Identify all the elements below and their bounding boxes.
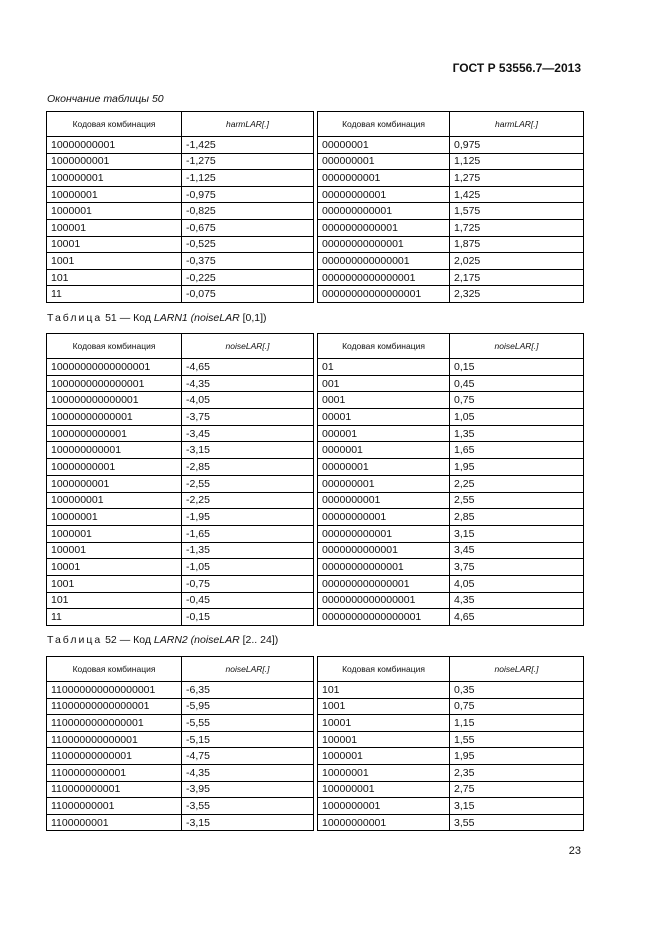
table-row <box>47 442 584 459</box>
value-cell: 3,75 <box>450 559 584 576</box>
value-cell: -4,35 <box>182 764 314 781</box>
col-header-code: Кодовая комбинация <box>318 112 450 137</box>
code-cell: 11000000001 <box>47 798 182 815</box>
caption-code: LARN2 <box>153 634 188 646</box>
page-number: 23 <box>568 845 581 857</box>
code-cell: 1100000001 <box>47 814 182 831</box>
code-cell: 101 <box>318 682 450 699</box>
code-cell: 10000000001 <box>47 137 182 154</box>
value-cell: -3,45 <box>182 425 314 442</box>
code-cell: 1001 <box>47 253 182 270</box>
table-row <box>47 592 584 609</box>
value-cell: -1,275 <box>182 153 314 170</box>
value-cell: -1,35 <box>182 542 314 559</box>
value-cell: 2,175 <box>450 269 584 286</box>
code-cell: 100001 <box>318 731 450 748</box>
value-cell: -3,55 <box>182 798 314 815</box>
table-row <box>47 253 584 270</box>
code-cell: 00000000000001 <box>318 559 450 576</box>
value-cell: -1,125 <box>182 170 314 187</box>
value-cell: 1,65 <box>450 442 584 459</box>
table-51 <box>46 333 584 626</box>
code-cell: 11000000000001 <box>47 748 182 765</box>
caption-number: 51 — Код <box>105 312 151 324</box>
value-cell: -4,65 <box>182 359 314 376</box>
code-cell: 0000001 <box>318 442 450 459</box>
code-cell: 101 <box>47 592 182 609</box>
code-cell: 1000000001 <box>47 153 182 170</box>
code-cell: 1000001 <box>47 203 182 220</box>
value-cell: -1,65 <box>182 525 314 542</box>
code-cell: 10000001 <box>47 509 182 526</box>
value-cell: 1,725 <box>450 219 584 236</box>
table-row <box>47 137 584 154</box>
table50-caption <box>47 93 164 105</box>
value-cell: -0,15 <box>182 609 314 626</box>
col-header-value: harmLAR[.] <box>182 112 314 137</box>
value-cell: 1,275 <box>450 170 584 187</box>
code-cell: 00000000000000001 <box>318 609 450 626</box>
value-cell: 0,75 <box>450 698 584 715</box>
caption-label: Таблица <box>47 312 103 324</box>
value-cell: 0,35 <box>450 682 584 699</box>
code-cell: 00000000000001 <box>318 236 450 253</box>
code-cell: 000000000001 <box>318 525 450 542</box>
col-header-code: Кодовая комбинация <box>47 112 182 137</box>
caption-label: Таблица <box>47 634 103 646</box>
code-cell: 110000000000000001 <box>47 682 182 699</box>
table-row <box>47 269 584 286</box>
code-cell: 1100000000001 <box>47 764 182 781</box>
caption-number: 52 — Код <box>105 634 151 646</box>
table-50 <box>46 111 584 303</box>
value-cell: -4,75 <box>182 748 314 765</box>
code-cell: 1001 <box>318 698 450 715</box>
code-cell: 100000001 <box>318 781 450 798</box>
table-row <box>47 609 584 626</box>
value-cell: 1,05 <box>450 409 584 426</box>
col-header-code: Кодовая комбинация <box>47 657 182 682</box>
table-row <box>47 798 584 815</box>
value-cell: 3,55 <box>450 814 584 831</box>
value-cell: 2,85 <box>450 509 584 526</box>
value-cell: 4,65 <box>450 609 584 626</box>
code-cell: 00001 <box>318 409 450 426</box>
code-cell: 10001 <box>318 715 450 732</box>
table-52 <box>46 656 584 831</box>
code-cell: 0000000000000001 <box>318 592 450 609</box>
table-row <box>47 236 584 253</box>
table-header-row <box>47 334 584 359</box>
table-row <box>47 219 584 236</box>
value-cell: 3,45 <box>450 542 584 559</box>
value-cell: -3,15 <box>182 814 314 831</box>
code-cell: 1000000001 <box>47 475 182 492</box>
code-cell: 0000000000001 <box>318 542 450 559</box>
code-cell: 0000000001 <box>318 170 450 187</box>
value-cell: 0,975 <box>450 137 584 154</box>
table-header-row <box>47 112 584 137</box>
col-header-value: noiseLAR[.] <box>182 334 314 359</box>
value-cell: -1,95 <box>182 509 314 526</box>
value-cell: -5,55 <box>182 715 314 732</box>
caption-code: LARN1 <box>153 312 188 324</box>
code-cell: 000000000000001 <box>318 575 450 592</box>
code-cell: 00000000001 <box>318 509 450 526</box>
code-cell: 100000001 <box>47 492 182 509</box>
code-cell: 01 <box>318 359 450 376</box>
col-header-code: Кодовая комбинация <box>47 334 182 359</box>
table-row <box>47 542 584 559</box>
table-row <box>47 459 584 476</box>
value-cell: -0,825 <box>182 203 314 220</box>
value-cell: -0,075 <box>182 286 314 303</box>
table-row <box>47 153 584 170</box>
code-cell: 10000000000001 <box>47 409 182 426</box>
col-header-code: Кодовая комбинация <box>318 334 450 359</box>
table-row <box>47 575 584 592</box>
code-cell: 110000000001 <box>47 781 182 798</box>
table50-caption-text: Окончание таблицы 50 <box>47 93 164 105</box>
value-cell: 1,95 <box>450 748 584 765</box>
table-row <box>47 559 584 576</box>
value-cell: -3,75 <box>182 409 314 426</box>
value-cell: -3,95 <box>182 781 314 798</box>
code-cell: 100001 <box>47 219 182 236</box>
table-row <box>47 203 584 220</box>
value-cell: 2,75 <box>450 781 584 798</box>
value-cell: -0,525 <box>182 236 314 253</box>
value-cell: -1,425 <box>182 137 314 154</box>
value-cell: -3,15 <box>182 442 314 459</box>
value-cell: 2,35 <box>450 764 584 781</box>
code-cell: 1000000001 <box>318 798 450 815</box>
value-cell: 4,35 <box>450 592 584 609</box>
table-row <box>47 781 584 798</box>
code-cell: 100001 <box>47 542 182 559</box>
table-row <box>47 698 584 715</box>
code-cell: 1000000000000001 <box>47 375 182 392</box>
table-row <box>47 170 584 187</box>
value-cell: -5,15 <box>182 731 314 748</box>
code-cell: 000000001 <box>318 153 450 170</box>
value-cell: -2,25 <box>182 492 314 509</box>
caption-range: [0,1]) <box>242 312 267 324</box>
table-header-row <box>47 657 584 682</box>
table-row <box>47 359 584 376</box>
value-cell: 2,325 <box>450 286 584 303</box>
col-header-value: harmLAR[.] <box>450 112 584 137</box>
value-cell: 3,15 <box>450 798 584 815</box>
value-cell: 2,55 <box>450 492 584 509</box>
code-cell: 10001 <box>47 559 182 576</box>
table-row <box>47 392 584 409</box>
code-cell: 10000001 <box>47 186 182 203</box>
code-cell: 0000000000001 <box>318 219 450 236</box>
table-row <box>47 425 584 442</box>
value-cell: -5,95 <box>182 698 314 715</box>
table-row <box>47 509 584 526</box>
table-row <box>47 525 584 542</box>
code-cell: 10000000001 <box>47 459 182 476</box>
value-cell: 1,875 <box>450 236 584 253</box>
value-cell: 1,15 <box>450 715 584 732</box>
value-cell: 1,95 <box>450 459 584 476</box>
code-cell: 00000000001 <box>318 186 450 203</box>
value-cell: -2,55 <box>182 475 314 492</box>
col-header-value: noiseLAR[.] <box>450 657 584 682</box>
value-cell: 1,125 <box>450 153 584 170</box>
code-cell: 000000001 <box>318 475 450 492</box>
caption-param: (noiseLAR <box>190 634 240 646</box>
code-cell: 10000000000000001 <box>47 359 182 376</box>
value-cell: -2,85 <box>182 459 314 476</box>
table-row <box>47 492 584 509</box>
value-cell: -0,675 <box>182 219 314 236</box>
code-cell: 1000000000001 <box>47 425 182 442</box>
table-row <box>47 764 584 781</box>
value-cell: -4,35 <box>182 375 314 392</box>
caption-range: [2.. 24]) <box>242 634 279 646</box>
code-cell: 0000000000000001 <box>318 269 450 286</box>
table-row <box>47 186 584 203</box>
code-cell: 1001 <box>47 575 182 592</box>
col-header-code: Кодовая комбинация <box>318 657 450 682</box>
value-cell: -0,375 <box>182 253 314 270</box>
code-cell: 11000000000000001 <box>47 698 182 715</box>
standard-number: ГОСТ Р 53556.7—2013 <box>452 61 581 75</box>
code-cell: 000000000000001 <box>318 253 450 270</box>
code-cell: 0000000001 <box>318 492 450 509</box>
col-header-value: noiseLAR[.] <box>450 334 584 359</box>
table-row <box>47 375 584 392</box>
table-row <box>47 475 584 492</box>
value-cell: -0,45 <box>182 592 314 609</box>
code-cell: 101 <box>47 269 182 286</box>
value-cell: 1,575 <box>450 203 584 220</box>
value-cell: 2,25 <box>450 475 584 492</box>
code-cell: 00000000000000001 <box>318 286 450 303</box>
code-cell: 1100000000000001 <box>47 715 182 732</box>
code-cell: 10001 <box>47 236 182 253</box>
code-cell: 100000000001 <box>47 442 182 459</box>
code-cell: 1000001 <box>47 525 182 542</box>
value-cell: -0,75 <box>182 575 314 592</box>
code-cell: 00000001 <box>318 137 450 154</box>
value-cell: 3,15 <box>450 525 584 542</box>
table-row <box>47 748 584 765</box>
code-cell: 0001 <box>318 392 450 409</box>
value-cell: 0,75 <box>450 392 584 409</box>
code-cell: 000000000001 <box>318 203 450 220</box>
table52-caption <box>47 634 278 646</box>
value-cell: -6,35 <box>182 682 314 699</box>
value-cell: -1,05 <box>182 559 314 576</box>
code-cell: 100000001 <box>47 170 182 187</box>
value-cell: -0,225 <box>182 269 314 286</box>
code-cell: 00000001 <box>318 459 450 476</box>
caption-param: (noiseLAR <box>190 312 240 324</box>
table-row <box>47 409 584 426</box>
code-cell: 110000000000001 <box>47 731 182 748</box>
code-cell: 11 <box>47 609 182 626</box>
value-cell: 1,425 <box>450 186 584 203</box>
value-cell: 4,05 <box>450 575 584 592</box>
col-header-value: noiseLAR[.] <box>182 657 314 682</box>
code-cell: 100000000000001 <box>47 392 182 409</box>
table51-caption <box>47 312 267 324</box>
table-row <box>47 286 584 303</box>
value-cell: 1,55 <box>450 731 584 748</box>
value-cell: 0,45 <box>450 375 584 392</box>
code-cell: 10000001 <box>318 764 450 781</box>
value-cell: 1,35 <box>450 425 584 442</box>
value-cell: -0,975 <box>182 186 314 203</box>
value-cell: 0,15 <box>450 359 584 376</box>
value-cell: 2,025 <box>450 253 584 270</box>
code-cell: 10000000001 <box>318 814 450 831</box>
table-row <box>47 731 584 748</box>
code-cell: 11 <box>47 286 182 303</box>
table-row <box>47 715 584 732</box>
code-cell: 1000001 <box>318 748 450 765</box>
table-row <box>47 814 584 831</box>
table-row <box>47 682 584 699</box>
value-cell: -4,05 <box>182 392 314 409</box>
code-cell: 000001 <box>318 425 450 442</box>
code-cell: 001 <box>318 375 450 392</box>
